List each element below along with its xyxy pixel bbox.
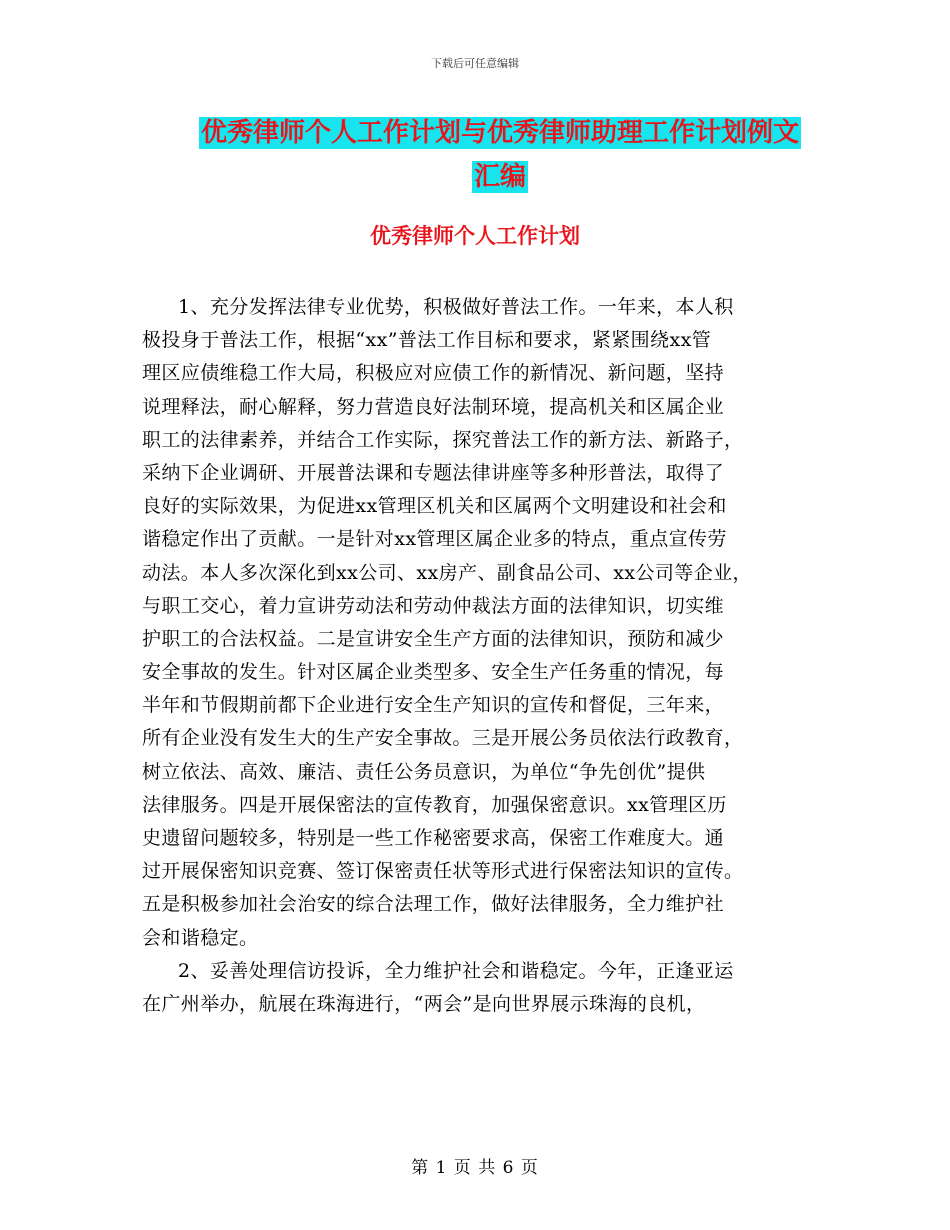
section-title: 优秀律师个人工作计划: [370, 223, 580, 248]
paragraph-line: 树立依法、高效、廉洁、责任公务员意识，为单位“争先创优”提供: [142, 760, 706, 783]
body-text: [142, 291, 808, 1021]
paragraph-line: 护职工的合法权益。二是宣讲安全生产方面的法律知识，预防和减少: [142, 627, 725, 650]
title-line-1: 优秀律师个人工作计划与优秀律师助理工作计划例文: [200, 118, 799, 148]
paragraph-line: 动法。本人多次深化到xx公司、xx房产、副食品公司、xx公司等企业，: [142, 561, 752, 584]
paragraph-line: 在广州举办，航展在珠海进行，“两会”是向世界展示珠海的良机，: [142, 992, 706, 1015]
paragraph-line: 2、妥善处理信访投诉，全力维护社会和谐稳定。今年，正逢亚运: [178, 959, 734, 982]
paragraph-line: 安全事故的发生。针对区属企业类型多、安全生产任务重的情况，每: [142, 661, 725, 684]
document-title: [190, 111, 810, 199]
paragraph-line: 法律服务。四是开展保密法的宣传教育，加强保密意识。xx管理区历: [142, 793, 727, 816]
paragraph-line: 说理释法，耐心解释，努力营造良好法制环境，提高机关和区属企业: [142, 395, 725, 418]
header-note: 下载后可任意编辑: [431, 57, 519, 70]
paragraph-line: 良好的实际效果，为促进xx管理区机关和区属两个文明建设和社会和: [142, 495, 727, 518]
paragraph-line: 过开展保密知识竞赛、签订保密责任状等形式进行保密法知识的宣传。: [142, 860, 744, 883]
paragraph-line: 理区应债维稳工作大局，积极应对应债工作的新情况、新问题，坚持: [142, 362, 725, 385]
page-number: 第 1 页 共 6 页: [411, 1158, 539, 1178]
paragraph-line: 极投身于普法工作，根据“xx”普法工作目标和要求，紧紧围绕xx管: [142, 329, 712, 352]
paragraph-line: 半年和节假期前都下企业进行安全生产知识的宣传和督促，三年来，: [142, 694, 725, 717]
paragraph-line: 采纳下企业调研、开展普法课和专题法律讲座等多种形普法，取得了: [142, 461, 725, 484]
paragraph-line: 史遗留问题较多，特别是一些工作秘密要求高，保密工作难度大。通: [142, 827, 725, 849]
title-line-2: 汇编: [473, 162, 526, 192]
paragraph-line: 职工的法律素养，并结合工作实际，探究普法工作的新方法、新路子，: [142, 428, 744, 451]
paragraph-line: 会和谐稳定。: [142, 926, 259, 949]
paragraph-line: 与职工交心，着力宣讲劳动法和劳动仲裁法方面的法律知识，切实维: [142, 594, 725, 617]
paragraph-line: 所有企业没有发生大的生产安全事故。三是开展公务员依法行政教育，: [142, 727, 744, 750]
paragraph-line: 五是积极参加社会治安的综合法理工作，做好法律服务，全力维护社: [142, 893, 725, 916]
paragraph-line: 谐稳定作出了贡献。一是针对xx管理区属企业多的特点，重点宣传劳: [142, 528, 727, 551]
paragraph-line: 1、充分发挥法律专业优势，积极做好普法工作。一年来，本人积: [178, 296, 734, 318]
